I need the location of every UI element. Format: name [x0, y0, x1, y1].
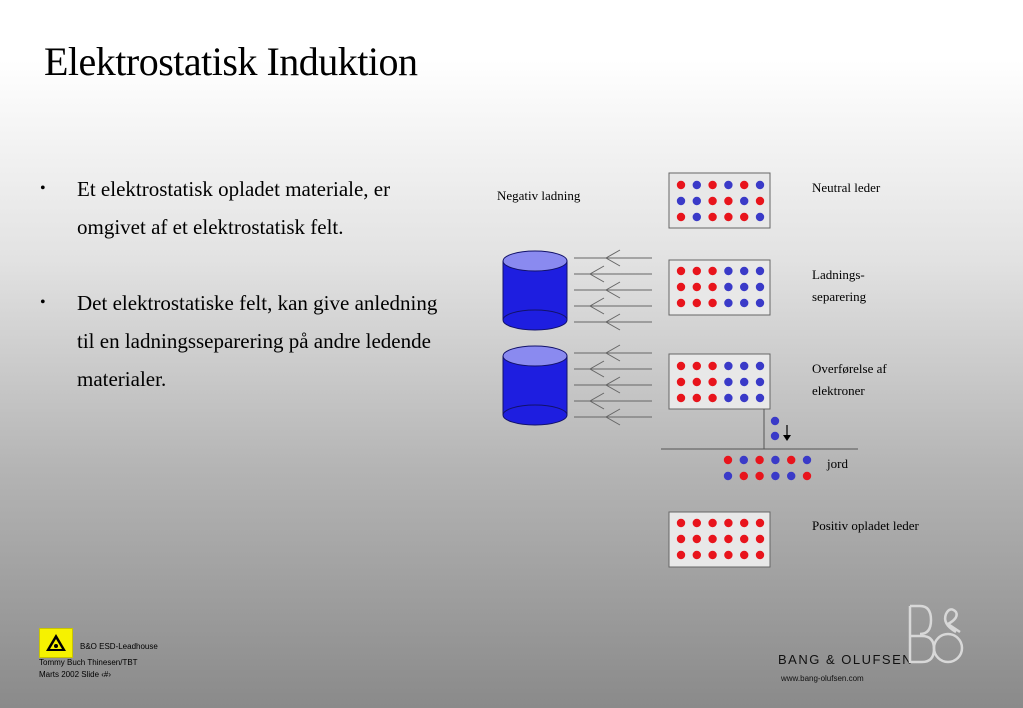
positive-charge-dot — [677, 213, 685, 221]
brand-name: BANG & OLUFSEN — [778, 652, 914, 667]
positive-charge-dot — [677, 267, 685, 275]
positive-charge-dot — [740, 213, 748, 221]
bullet-text: Det elektrostatiske felt, kan give anledning til en ladningsseparering på andre ledende materialer. — [77, 291, 438, 391]
positive-charge-dot — [677, 551, 685, 559]
negative-charge-dot — [693, 181, 701, 189]
positive-charge-dot — [708, 535, 716, 543]
charged-cylinder-bottom — [503, 346, 567, 425]
negative-charge-dot — [724, 181, 732, 189]
positive-charge-dot — [708, 394, 716, 402]
ground-negative-charge-dot — [787, 472, 795, 480]
positive-charge-dot — [724, 197, 732, 205]
cylinder-top — [503, 346, 567, 366]
positive-charge-dot — [693, 519, 701, 527]
neutral-conductor-label: Neutral leder — [812, 180, 881, 195]
negative-charge-dot — [756, 299, 764, 307]
positive-charge-dot — [708, 213, 716, 221]
positive-charge-dot — [677, 519, 685, 527]
positive-charge-dot — [693, 535, 701, 543]
positive-charge-dot — [693, 283, 701, 291]
field-lines — [574, 250, 652, 425]
positive-charge-dot — [756, 519, 764, 527]
esd-leadhouse-label: B&O ESD-Leadhouse — [80, 642, 158, 651]
negative-charge-dot — [740, 299, 748, 307]
ground-positive-charge-dot — [755, 456, 763, 464]
positive-charge-dot — [677, 378, 685, 386]
positive-charge-dot — [756, 197, 764, 205]
negative-charge-dot — [756, 362, 764, 370]
negative-charge-label: Negativ ladning — [497, 188, 581, 203]
positive-charge-dot — [740, 535, 748, 543]
negative-charge-dot — [740, 362, 748, 370]
negative-charge-dot — [756, 181, 764, 189]
positive-charge-dot — [677, 535, 685, 543]
flowing-electron-dot — [771, 432, 779, 440]
separation-label-line2: separering — [812, 289, 867, 304]
positive-charge-dot — [724, 535, 732, 543]
negative-charge-dot — [724, 394, 732, 402]
positive-charge-dot — [756, 535, 764, 543]
negative-charge-dot — [724, 283, 732, 291]
ground-positive-charge-dot — [803, 472, 811, 480]
ground-positive-charge-dot — [724, 456, 732, 464]
charge-dots — [677, 181, 811, 559]
positive-charge-dot — [756, 551, 764, 559]
positive-charge-dot — [708, 181, 716, 189]
positive-conductor-label: Positiv opladet leder — [812, 518, 919, 533]
ground-negative-charge-dot — [771, 472, 779, 480]
ground-negative-charge-dot — [740, 456, 748, 464]
positive-charge-dot — [708, 551, 716, 559]
negative-charge-dot — [724, 299, 732, 307]
positive-charge-dot — [677, 181, 685, 189]
positive-charge-dot — [693, 299, 701, 307]
positive-charge-dot — [740, 181, 748, 189]
positive-charge-dot — [724, 519, 732, 527]
positive-charge-dot — [693, 378, 701, 386]
esd-warning-icon — [39, 628, 73, 658]
positive-charge-dot — [708, 197, 716, 205]
negative-charge-dot — [756, 267, 764, 275]
positive-charge-dot — [677, 283, 685, 291]
ground-positive-charge-dot — [787, 456, 795, 464]
transfer-label-line2: elektroner — [812, 383, 865, 398]
negative-charge-dot — [756, 394, 764, 402]
negative-charge-dot — [693, 213, 701, 221]
cylinder-bottom — [503, 310, 567, 330]
charged-cylinder-top — [503, 251, 567, 330]
negative-charge-dot — [677, 197, 685, 205]
negative-charge-dot — [740, 394, 748, 402]
positive-charge-dot — [693, 362, 701, 370]
negative-charge-dot — [740, 283, 748, 291]
ground-positive-charge-dot — [740, 472, 748, 480]
bo-logo-icon — [904, 602, 968, 668]
positive-charge-dot — [724, 551, 732, 559]
negative-charge-dot — [756, 378, 764, 386]
negative-charge-dot — [724, 378, 732, 386]
negative-charge-dot — [756, 283, 764, 291]
positive-charge-dot — [724, 213, 732, 221]
positive-charge-dot — [693, 394, 701, 402]
ground-negative-charge-dot — [724, 472, 732, 480]
ground-negative-charge-dot — [771, 456, 779, 464]
transfer-label-line1: Overførelse af — [812, 361, 887, 376]
flowing-electron-dot — [771, 417, 779, 425]
bullet-marker: • — [40, 180, 46, 197]
negative-charge-dot — [724, 267, 732, 275]
ground-negative-charge-dot — [803, 456, 811, 464]
ground-label: jord — [827, 456, 848, 471]
positive-charge-dot — [708, 267, 716, 275]
footer-date-slide: Marts 2002 Slide ‹#› — [39, 670, 112, 679]
positive-charge-dot — [740, 519, 748, 527]
bullet-text: Et elektrostatisk opladet materiale, er omgivet af et elektrostatisk felt. — [77, 177, 391, 239]
brand-url: www.bang-olufsen.com — [781, 674, 864, 683]
footer-author: Tommy Buch Thinesen/TBT — [39, 658, 138, 667]
positive-charge-dot — [677, 394, 685, 402]
negative-charge-dot — [740, 197, 748, 205]
cylinder-top — [503, 251, 567, 271]
slide-title: Elektrostatisk Induktion — [44, 39, 418, 84]
positive-charge-dot — [708, 362, 716, 370]
positive-charge-dot — [708, 519, 716, 527]
separation-label-line1: Ladnings- — [812, 267, 865, 282]
positive-charge-dot — [693, 267, 701, 275]
negative-charge-dot — [693, 197, 701, 205]
ground-positive-charge-dot — [755, 472, 763, 480]
negative-charge-dot — [724, 362, 732, 370]
negative-charge-dot — [740, 378, 748, 386]
positive-charge-dot — [740, 551, 748, 559]
positive-charge-dot — [693, 551, 701, 559]
positive-charge-dot — [708, 378, 716, 386]
electron-flow-arrow — [783, 425, 791, 441]
positive-charge-dot — [708, 299, 716, 307]
negative-charge-dot — [756, 213, 764, 221]
bullet-marker: • — [40, 294, 46, 311]
negative-charge-dot — [740, 267, 748, 275]
positive-charge-dot — [708, 283, 716, 291]
positive-charge-dot — [677, 299, 685, 307]
cylinder-bottom — [503, 405, 567, 425]
positive-charge-dot — [677, 362, 685, 370]
